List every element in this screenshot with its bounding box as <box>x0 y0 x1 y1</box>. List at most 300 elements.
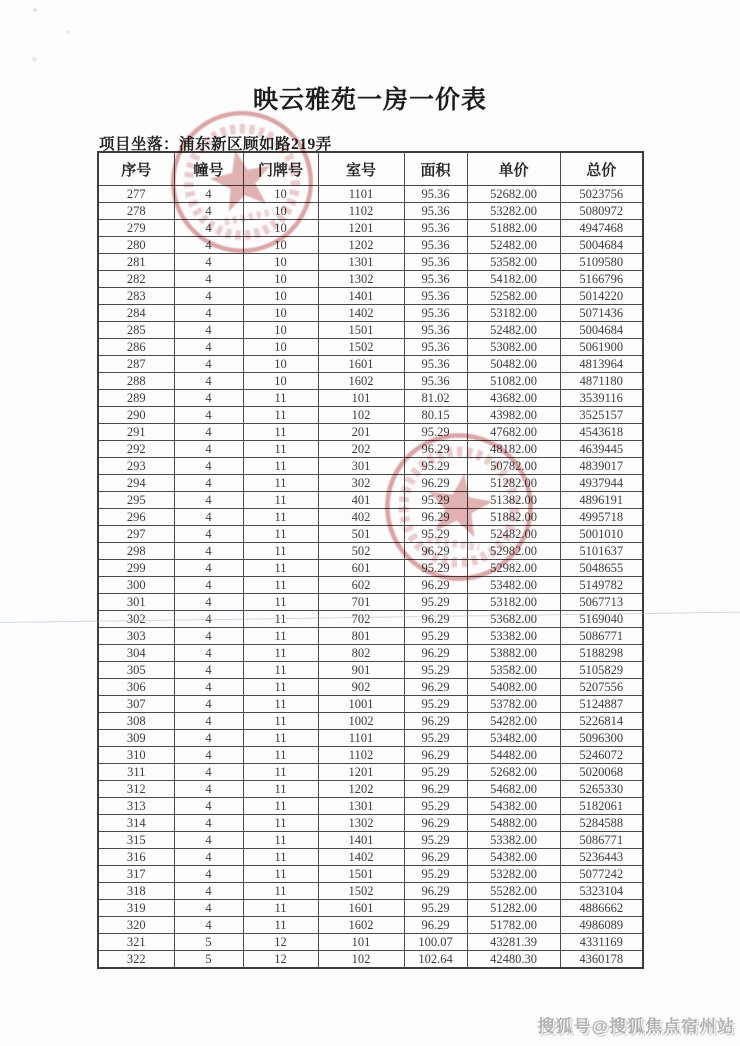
table-cell: 1501 <box>318 866 404 883</box>
table-row <box>98 832 643 849</box>
table-cell: 52682.00 <box>467 186 560 203</box>
table-cell: 321 <box>98 934 174 951</box>
table-row <box>98 339 643 356</box>
table-cell: 288 <box>98 373 174 390</box>
table-cell: 95.29 <box>404 560 467 577</box>
table-cell: 11 <box>243 917 318 934</box>
table-cell: 1202 <box>318 237 404 254</box>
table-cell: 801 <box>318 628 404 645</box>
table-cell: 4813964 <box>560 356 643 373</box>
table-cell: 51382.00 <box>467 492 560 509</box>
table-cell: 1101 <box>318 186 404 203</box>
table-cell: 4839017 <box>560 458 643 475</box>
table-row <box>98 203 643 220</box>
table-cell: 95.29 <box>404 900 467 917</box>
table-cell: 4 <box>174 373 243 390</box>
table-cell: 5109580 <box>560 254 643 271</box>
table-cell: 5 <box>174 934 243 951</box>
table-cell: 4 <box>174 645 243 662</box>
table-cell: 285 <box>98 322 174 339</box>
table-cell: 95.29 <box>404 424 467 441</box>
table-cell: 95.29 <box>404 730 467 747</box>
table-cell: 10 <box>243 373 318 390</box>
table-cell: 11 <box>243 866 318 883</box>
table-cell: 318 <box>98 883 174 900</box>
table-cell: 1301 <box>318 798 404 815</box>
column-header: 单价 <box>467 152 560 186</box>
table-row <box>98 781 643 798</box>
table-cell: 4 <box>174 747 243 764</box>
table-cell: 96.29 <box>404 577 467 594</box>
table-cell: 96.29 <box>404 679 467 696</box>
table-cell: 11 <box>243 662 318 679</box>
table-cell: 4 <box>174 237 243 254</box>
table-cell: 501 <box>318 526 404 543</box>
table-cell: 5188298 <box>560 645 643 662</box>
table-cell: 1202 <box>318 781 404 798</box>
table-row <box>98 696 643 713</box>
table-cell: 322 <box>98 951 174 969</box>
table-cell: 96.29 <box>404 917 467 934</box>
table-cell: 53482.00 <box>467 577 560 594</box>
table-cell: 11 <box>243 679 318 696</box>
table-cell: 52982.00 <box>467 560 560 577</box>
table-cell: 11 <box>243 849 318 866</box>
table-cell: 4 <box>174 543 243 560</box>
table-row <box>98 356 643 373</box>
table-cell: 4 <box>174 679 243 696</box>
table-cell: 4 <box>174 798 243 815</box>
table-cell: 5323104 <box>560 883 643 900</box>
table-row <box>98 220 643 237</box>
table-cell: 4 <box>174 475 243 492</box>
table-cell: 101 <box>318 934 404 951</box>
table-cell: 43982.00 <box>467 407 560 424</box>
table-cell: 3525157 <box>560 407 643 424</box>
table-cell: 4 <box>174 764 243 781</box>
table-row <box>98 866 643 883</box>
table-cell: 4 <box>174 441 243 458</box>
table-cell: 1602 <box>318 917 404 934</box>
table-cell: 53082.00 <box>467 339 560 356</box>
table-cell: 10 <box>243 305 318 322</box>
table-cell: 702 <box>318 611 404 628</box>
table-cell: 53382.00 <box>467 628 560 645</box>
table-cell: 51882.00 <box>467 509 560 526</box>
table-row <box>98 645 643 662</box>
table-cell: 52482.00 <box>467 237 560 254</box>
table-cell: 11 <box>243 526 318 543</box>
table-cell: 11 <box>243 390 318 407</box>
table-cell: 5105829 <box>560 662 643 679</box>
table-cell: 96.29 <box>404 815 467 832</box>
table-cell: 402 <box>318 509 404 526</box>
table-cell: 1201 <box>318 764 404 781</box>
table-cell: 4 <box>174 662 243 679</box>
table-cell: 5149782 <box>560 577 643 594</box>
table-cell: 305 <box>98 662 174 679</box>
table-cell: 5014220 <box>560 288 643 305</box>
table-cell: 5246072 <box>560 747 643 764</box>
table-cell: 95.36 <box>404 339 467 356</box>
table-row <box>98 492 643 509</box>
table-cell: 302 <box>318 475 404 492</box>
table-row <box>98 424 643 441</box>
table-row <box>98 713 643 730</box>
table-cell: 47682.00 <box>467 424 560 441</box>
table-cell: 96.29 <box>404 645 467 662</box>
table-cell: 4 <box>174 526 243 543</box>
table-cell: 5096300 <box>560 730 643 747</box>
table-cell: 302 <box>98 611 174 628</box>
table-cell: 287 <box>98 356 174 373</box>
table-cell: 4 <box>174 254 243 271</box>
table-cell: 311 <box>98 764 174 781</box>
column-header: 面积 <box>404 152 467 186</box>
table-row <box>98 237 643 254</box>
table-cell: 315 <box>98 832 174 849</box>
table-cell: 96.29 <box>404 883 467 900</box>
table-cell: 278 <box>98 203 174 220</box>
table-cell: 96.29 <box>404 441 467 458</box>
table-cell: 4 <box>174 220 243 237</box>
table-cell: 5169040 <box>560 611 643 628</box>
table-cell: 51782.00 <box>467 917 560 934</box>
table-cell: 317 <box>98 866 174 883</box>
table-cell: 4 <box>174 305 243 322</box>
table-cell: 11 <box>243 696 318 713</box>
table-row <box>98 186 643 203</box>
table-cell: 10 <box>243 339 318 356</box>
table-cell: 4 <box>174 271 243 288</box>
table-row <box>98 917 643 934</box>
table-cell: 96.29 <box>404 781 467 798</box>
table-cell: 53182.00 <box>467 305 560 322</box>
table-cell: 95.29 <box>404 458 467 475</box>
table-cell: 54382.00 <box>467 849 560 866</box>
table-row <box>98 288 643 305</box>
table-cell: 1401 <box>318 288 404 305</box>
table-cell: 43281.39 <box>467 934 560 951</box>
table-cell: 312 <box>98 781 174 798</box>
table-cell: 4886662 <box>560 900 643 917</box>
table-cell: 4 <box>174 458 243 475</box>
table-cell: 281 <box>98 254 174 271</box>
table-cell: 11 <box>243 509 318 526</box>
table-row <box>98 951 643 969</box>
table-cell: 802 <box>318 645 404 662</box>
table-cell: 4 <box>174 203 243 220</box>
table-cell: 3539116 <box>560 390 643 407</box>
table-cell: 11 <box>243 492 318 509</box>
table-cell: 4 <box>174 713 243 730</box>
table-cell: 4 <box>174 186 243 203</box>
table-cell: 304 <box>98 645 174 662</box>
table-cell: 1602 <box>318 373 404 390</box>
table-cell: 4896191 <box>560 492 643 509</box>
table-cell: 4 <box>174 730 243 747</box>
table-cell: 96.29 <box>404 747 467 764</box>
table-cell: 4 <box>174 696 243 713</box>
table-row <box>98 798 643 815</box>
table-cell: 310 <box>98 747 174 764</box>
table-cell: 53782.00 <box>467 696 560 713</box>
table-cell: 95.36 <box>404 254 467 271</box>
table-cell: 4986089 <box>560 917 643 934</box>
table-cell: 96.29 <box>404 611 467 628</box>
table-cell: 11 <box>243 611 318 628</box>
table-cell: 4 <box>174 356 243 373</box>
table-cell: 54182.00 <box>467 271 560 288</box>
table-cell: 5086771 <box>560 628 643 645</box>
table-cell: 11 <box>243 713 318 730</box>
table-cell: 4 <box>174 424 243 441</box>
table-cell: 96.29 <box>404 475 467 492</box>
table-row <box>98 730 643 747</box>
table-cell: 53882.00 <box>467 645 560 662</box>
table-cell: 10 <box>243 254 318 271</box>
table-cell: 316 <box>98 849 174 866</box>
table-cell: 1001 <box>318 696 404 713</box>
table-cell: 4 <box>174 917 243 934</box>
table-cell: 95.36 <box>404 186 467 203</box>
table-cell: 10 <box>243 220 318 237</box>
table-cell: 11 <box>243 815 318 832</box>
table-cell: 5004684 <box>560 322 643 339</box>
table-cell: 314 <box>98 815 174 832</box>
table-cell: 11 <box>243 781 318 798</box>
table-cell: 293 <box>98 458 174 475</box>
table-cell: 283 <box>98 288 174 305</box>
header-row <box>98 152 643 186</box>
table-cell: 1601 <box>318 900 404 917</box>
table-cell: 1501 <box>318 322 404 339</box>
table-cell: 4947468 <box>560 220 643 237</box>
table-cell: 5226814 <box>560 713 643 730</box>
table-cell: 95.36 <box>404 373 467 390</box>
table-cell: 5182061 <box>560 798 643 815</box>
table-cell: 502 <box>318 543 404 560</box>
table-row <box>98 509 643 526</box>
table-cell: 4360178 <box>560 951 643 969</box>
table-cell: 306 <box>98 679 174 696</box>
table-cell: 12 <box>243 934 318 951</box>
table-cell: 4 <box>174 815 243 832</box>
table-cell: 4 <box>174 322 243 339</box>
table-cell: 297 <box>98 526 174 543</box>
table-cell: 95.36 <box>404 271 467 288</box>
scan-speck <box>66 30 71 35</box>
table-cell: 10 <box>243 237 318 254</box>
table-cell: 1301 <box>318 254 404 271</box>
table-cell: 4 <box>174 594 243 611</box>
table-cell: 1401 <box>318 832 404 849</box>
table-cell: 4 <box>174 407 243 424</box>
table-row <box>98 475 643 492</box>
column-header: 门牌号 <box>243 152 318 186</box>
table-cell: 11 <box>243 730 318 747</box>
table-cell: 284 <box>98 305 174 322</box>
table-cell: 401 <box>318 492 404 509</box>
table-cell: 4 <box>174 560 243 577</box>
column-header: 序号 <box>98 152 174 186</box>
table-cell: 5048655 <box>560 560 643 577</box>
table-cell: 11 <box>243 832 318 849</box>
table-cell: 4543618 <box>560 424 643 441</box>
table-cell: 81.02 <box>404 390 467 407</box>
table-cell: 11 <box>243 475 318 492</box>
table-cell: 300 <box>98 577 174 594</box>
table-cell: 10 <box>243 271 318 288</box>
table-cell: 53682.00 <box>467 611 560 628</box>
table-cell: 95.36 <box>404 356 467 373</box>
table-cell: 10 <box>243 203 318 220</box>
table-cell: 5101637 <box>560 543 643 560</box>
table-cell: 51882.00 <box>467 220 560 237</box>
table-cell: 308 <box>98 713 174 730</box>
project-location-label: 项目坐落：浦东新区顾如路219弄 <box>99 136 332 153</box>
scan-speck <box>33 8 37 12</box>
table-cell: 53182.00 <box>467 594 560 611</box>
table-cell: 303 <box>98 628 174 645</box>
table-cell: 1101 <box>318 730 404 747</box>
table-cell: 4331169 <box>560 934 643 951</box>
table-row <box>98 322 643 339</box>
table-cell: 52582.00 <box>467 288 560 305</box>
table-cell: 54082.00 <box>467 679 560 696</box>
table-cell: 11 <box>243 764 318 781</box>
table-cell: 5 <box>174 951 243 969</box>
table-cell: 1201 <box>318 220 404 237</box>
table-cell: 292 <box>98 441 174 458</box>
table-cell: 1002 <box>318 713 404 730</box>
table-row <box>98 458 643 475</box>
column-header: 幢号 <box>174 152 243 186</box>
table-cell: 1402 <box>318 849 404 866</box>
table-cell: 95.36 <box>404 237 467 254</box>
table-cell: 4 <box>174 883 243 900</box>
table-cell: 11 <box>243 441 318 458</box>
table-cell: 95.29 <box>404 764 467 781</box>
table-cell: 4 <box>174 288 243 305</box>
table-cell: 11 <box>243 407 318 424</box>
table-cell: 4871180 <box>560 373 643 390</box>
table-row <box>98 373 643 390</box>
table-cell: 320 <box>98 917 174 934</box>
table-row <box>98 543 643 560</box>
table-cell: 95.29 <box>404 832 467 849</box>
table-cell: 602 <box>318 577 404 594</box>
table-cell: 10 <box>243 186 318 203</box>
table-cell: 5265330 <box>560 781 643 798</box>
table-cell: 53282.00 <box>467 866 560 883</box>
table-cell: 290 <box>98 407 174 424</box>
table-cell: 4 <box>174 832 243 849</box>
table-row <box>98 849 643 866</box>
table-cell: 11 <box>243 424 318 441</box>
table-cell: 11 <box>243 883 318 900</box>
table-cell: 4 <box>174 577 243 594</box>
table-row <box>98 883 643 900</box>
table-cell: 1502 <box>318 883 404 900</box>
table-cell: 201 <box>318 424 404 441</box>
table-cell: 54382.00 <box>467 798 560 815</box>
table-cell: 50482.00 <box>467 356 560 373</box>
table-cell: 53482.00 <box>467 730 560 747</box>
table-cell: 282 <box>98 271 174 288</box>
table-cell: 11 <box>243 900 318 917</box>
table-row <box>98 594 643 611</box>
table-row <box>98 390 643 407</box>
table-cell: 11 <box>243 577 318 594</box>
document-title: 映云雅苑一房一价表 <box>252 87 487 114</box>
table-cell: 95.29 <box>404 798 467 815</box>
table-cell: 1302 <box>318 815 404 832</box>
table-row <box>98 764 643 781</box>
table-cell: 53582.00 <box>467 254 560 271</box>
table-cell: 5080972 <box>560 203 643 220</box>
table-cell: 307 <box>98 696 174 713</box>
table-cell: 42480.30 <box>467 951 560 969</box>
table-cell: 52482.00 <box>467 526 560 543</box>
table-cell: 11 <box>243 628 318 645</box>
table-cell: 11 <box>243 645 318 662</box>
table-cell: 95.29 <box>404 696 467 713</box>
table-cell: 51282.00 <box>467 475 560 492</box>
table-cell: 11 <box>243 798 318 815</box>
table-cell: 5166796 <box>560 271 643 288</box>
table-cell: 43682.00 <box>467 390 560 407</box>
table-cell: 298 <box>98 543 174 560</box>
table-cell: 95.36 <box>404 203 467 220</box>
table-cell: 4 <box>174 390 243 407</box>
table-row <box>98 900 643 917</box>
table-cell: 102.64 <box>404 951 467 969</box>
scan-speck <box>32 57 37 62</box>
table-cell: 4 <box>174 849 243 866</box>
table-cell: 96.29 <box>404 509 467 526</box>
table-row <box>98 679 643 696</box>
table-row <box>98 934 643 951</box>
table-cell: 54682.00 <box>467 781 560 798</box>
table-cell: 5207556 <box>560 679 643 696</box>
table-cell: 51082.00 <box>467 373 560 390</box>
table-cell: 10 <box>243 356 318 373</box>
price-table-container <box>97 151 642 969</box>
table-cell: 902 <box>318 679 404 696</box>
table-cell: 80.15 <box>404 407 467 424</box>
table-cell: 96.29 <box>404 849 467 866</box>
table-cell: 701 <box>318 594 404 611</box>
table-cell: 54282.00 <box>467 713 560 730</box>
table-cell: 301 <box>98 594 174 611</box>
table-cell: 301 <box>318 458 404 475</box>
table-cell: 289 <box>98 390 174 407</box>
table-cell: 5071436 <box>560 305 643 322</box>
price-table <box>97 151 644 969</box>
table-row <box>98 254 643 271</box>
table-cell: 5001010 <box>560 526 643 543</box>
table-cell: 53582.00 <box>467 662 560 679</box>
table-cell: 1502 <box>318 339 404 356</box>
table-cell: 53382.00 <box>467 832 560 849</box>
table-cell: 319 <box>98 900 174 917</box>
table-cell: 4 <box>174 781 243 798</box>
table-cell: 54882.00 <box>467 815 560 832</box>
table-cell: 4 <box>174 900 243 917</box>
table-cell: 4995718 <box>560 509 643 526</box>
table-cell: 10 <box>243 288 318 305</box>
